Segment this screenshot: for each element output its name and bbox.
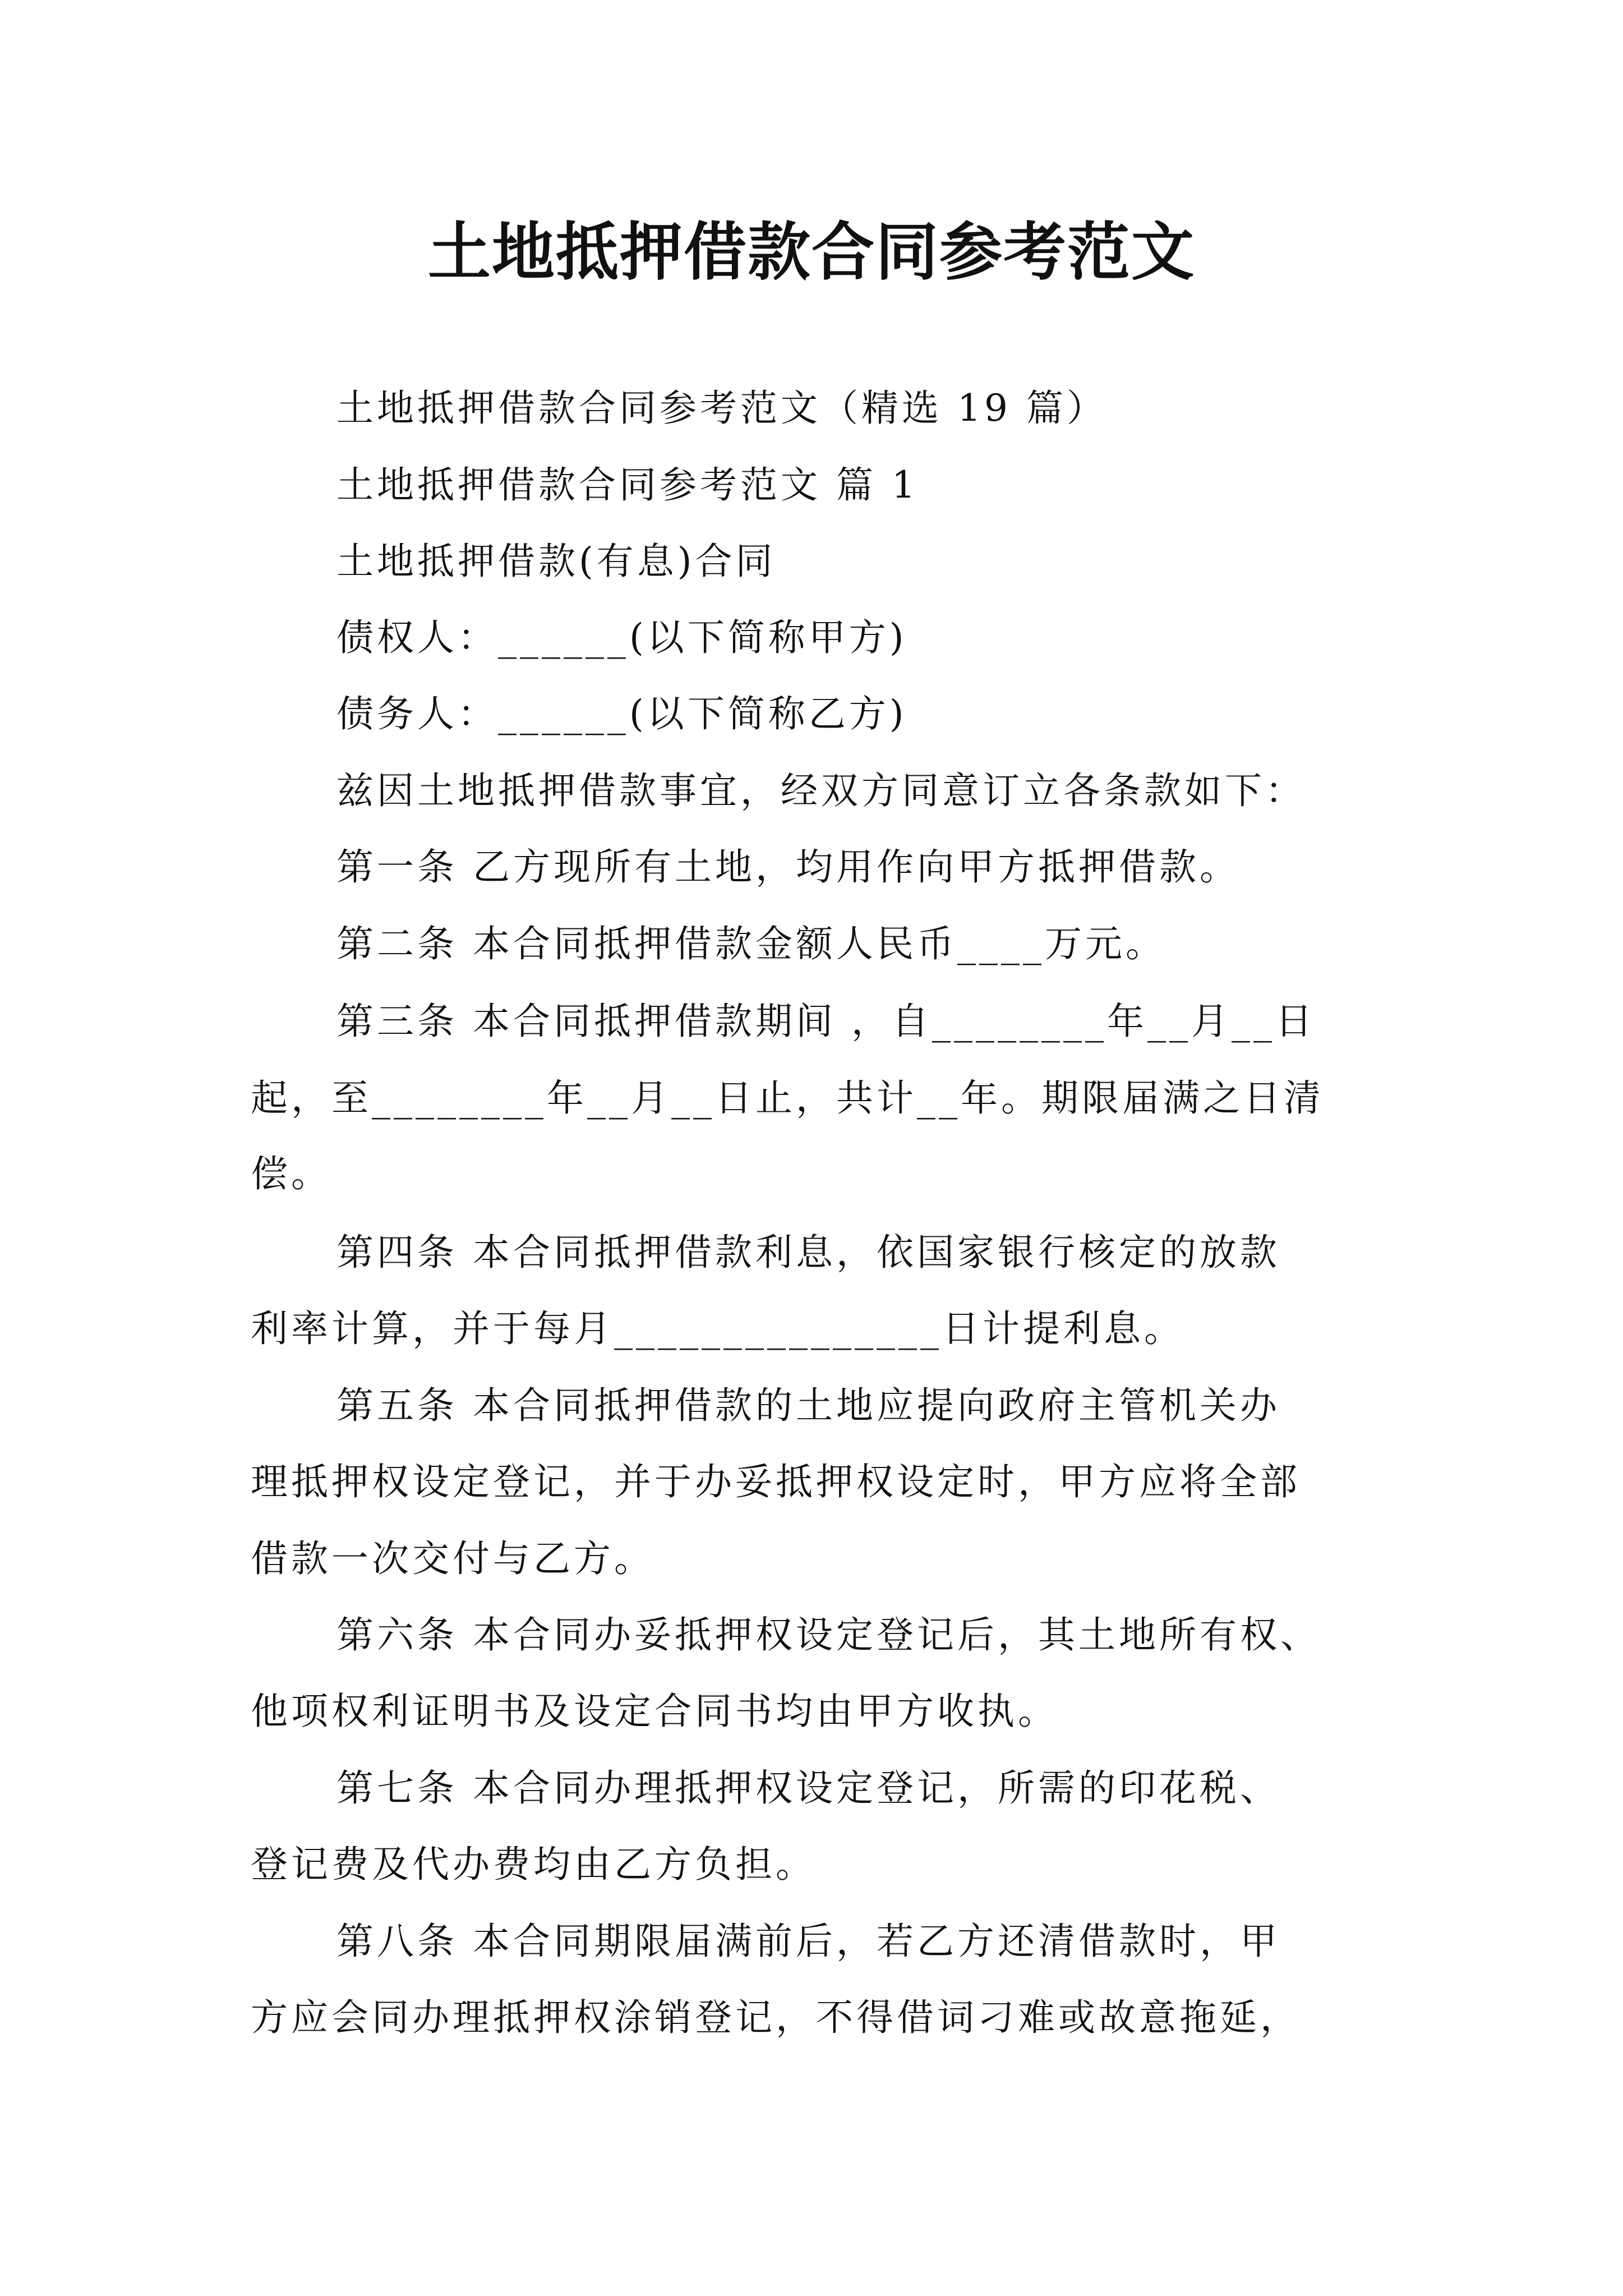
article-3-line-2: 起，至________年__月__日止，共计__年。期限届满之日清 — [251, 1076, 1324, 1120]
debtor-line: 债务人：______(以下简称乙方) — [336, 692, 907, 735]
article-7-line-2: 登记费及代办费均由乙方负担。 — [251, 1843, 816, 1886]
section-heading: 土地抵押借款合同参考范文 篇 1 — [336, 463, 919, 507]
article-3-line-3: 偿。 — [251, 1152, 331, 1195]
article-2: 第二条 本合同抵押借款金额人民币____万元。 — [336, 922, 1166, 965]
article-5-line-2: 理抵押权设定登记，并于办妥抵押权设定时，甲方应将全部 — [251, 1460, 1301, 1503]
article-4-line-1: 第四条 本合同抵押借款利息，依国家银行核定的放款 — [336, 1231, 1280, 1274]
article-4-line-2: 利率计算，并于每月_______________日计提利息。 — [251, 1307, 1184, 1350]
article-5-line-3: 借款一次交付与乙方。 — [251, 1537, 654, 1580]
article-7-line-1: 第七条 本合同办理抵押权设定登记，所需的印花税、 — [336, 1766, 1280, 1810]
contract-name: 土地抵押借款(有息)合同 — [336, 540, 776, 583]
preamble-line: 兹因土地抵押借款事宜，经双方同意订立各条款如下： — [336, 769, 1306, 812]
creditor-line: 债权人：______(以下简称甲方) — [336, 616, 907, 659]
article-8-line-1: 第八条 本合同期限届满前后，若乙方还清借款时，甲 — [336, 1920, 1280, 1963]
article-6-line-2: 他项权利证明书及设定合同书均由甲方收执。 — [251, 1690, 1058, 1733]
article-3-line-1: 第三条 本合同抵押借款期间 ，自________年__月__日 — [336, 1000, 1316, 1043]
document-title: 土地抵押借款合同参考范文 — [428, 215, 1195, 289]
subtitle-line: 土地抵押借款合同参考范文（精选 19 篇） — [336, 386, 1107, 430]
article-6-line-1: 第六条 本合同办妥抵押权设定登记后，其土地所有权、 — [336, 1613, 1321, 1657]
article-8-line-2: 方应会同办理抵押权涂销登记，不得借词刁难或故意拖延， — [251, 1996, 1301, 2039]
article-1: 第一条 乙方现所有土地，均用作向甲方抵押借款。 — [336, 845, 1240, 889]
article-5-line-1: 第五条 本合同抵押借款的土地应提向政府主管机关办 — [336, 1384, 1280, 1427]
